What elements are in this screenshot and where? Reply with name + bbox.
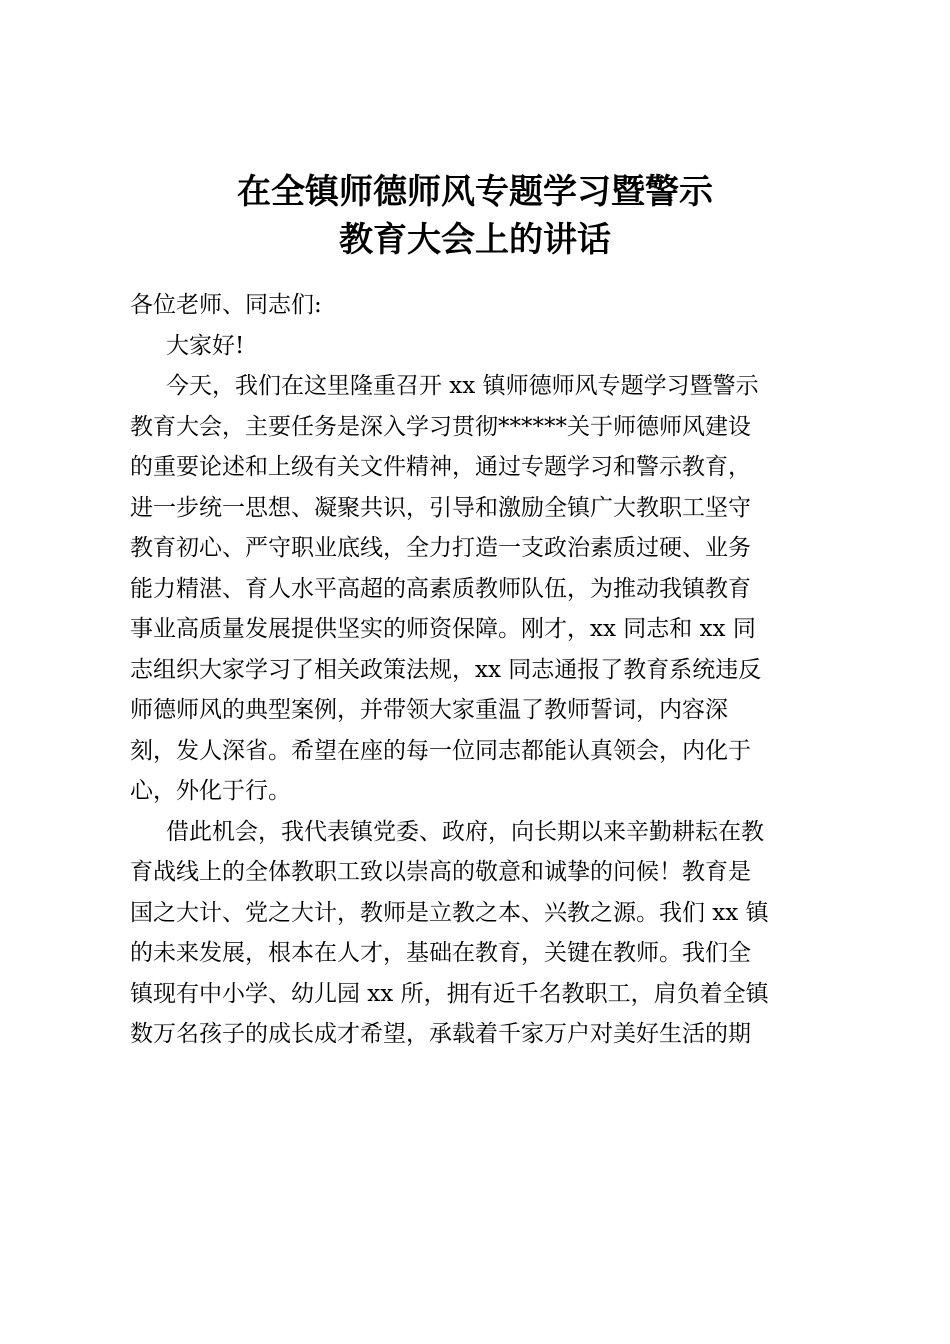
paragraph-line: 的重要论述和上级有关文件精神，通过专题学习和警示教育， xyxy=(130,454,751,480)
paragraph-line: 刻，发人深省。希望在座的每一位同志都能认真领会，内化于 xyxy=(130,737,751,764)
paragraph-2 xyxy=(130,812,830,1055)
title-line-2: 教育大会上的讲话 xyxy=(339,220,611,260)
paragraph-line: 的未来发展，根本在人才，基础在教育，关键在教师。我们全 xyxy=(130,940,751,966)
document-body xyxy=(130,285,830,1055)
paragraph-line: 借此机会，我代表镇党委、政府，向长期以来辛勤耕耘在教 xyxy=(166,818,764,845)
paragraph-1 xyxy=(130,366,830,812)
paragraph-line: 今天，我们在这里隆重召开 xx 镇师德师风专题学习暨警示 xyxy=(166,373,759,399)
paragraph-line: 事业高质量发展提供坚实的师资保障。刚才，xx 同志和 xx 同 xyxy=(130,616,756,642)
paragraph-line: 教育大会，主要任务是深入学习贯彻******关于师德师风建设 xyxy=(130,413,751,440)
title-line-1: 在全镇师德师风专题学习暨警示 xyxy=(237,172,713,212)
paragraph-line: 进一步统一思想、凝聚共识，引导和激励全镇广大教职工坚守 xyxy=(130,494,751,521)
paragraph-line: 国之大计、党之大计，教师是立教之本、兴教之源。我们 xx 镇 xyxy=(130,899,769,926)
paragraph-line: 志组织大家学习了相关政策法规，xx 同志通报了教育系统违反 xyxy=(130,656,762,683)
paragraph-line: 教育初心、严守职业底线，全力打造一支政治素质过硬、业务 xyxy=(130,535,751,561)
paragraph-line: 心，外化于行。 xyxy=(130,778,291,804)
paragraph-line: 育战线上的全体教职工致以崇高的敬意和诚挚的问候！教育是 xyxy=(130,859,751,885)
paragraph-line: 镇现有中小学、幼儿园 xx 所，拥有近千名教职工，肩负着全镇 xyxy=(130,980,769,1007)
greeting: 大家好! xyxy=(166,332,245,359)
document-title xyxy=(0,168,950,264)
paragraph-line: 能力精湛、育人水平高超的高素质教师队伍，为推动我镇教育 xyxy=(130,575,751,602)
paragraph-line: 数万名孩子的成长成才希望，承载着千家万户对美好生活的期 xyxy=(130,1021,751,1047)
salutation: 各位老师、同志们: xyxy=(130,292,322,318)
paragraph-line: 师德师风的典型案例，并带领大家重温了教师誓词，内容深 xyxy=(130,697,728,723)
